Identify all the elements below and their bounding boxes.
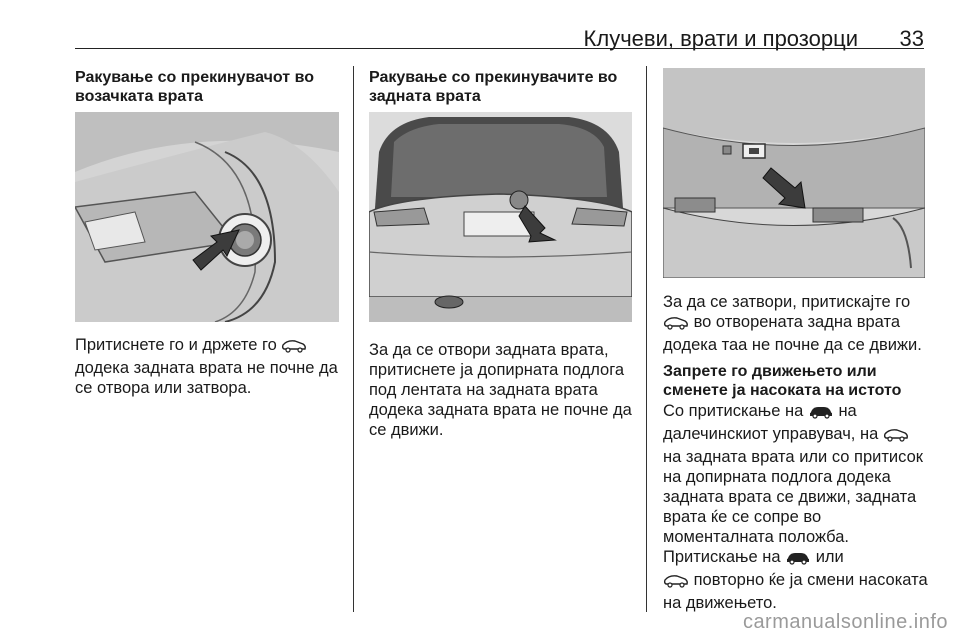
tailgate-icon	[883, 427, 909, 447]
col2-paragraph: За да се отвори задната врата, притиснете ја допирната подлога под лентата на задната врата додека задната врата не почне да се движи.	[369, 341, 632, 439]
chapter-title: Клучеви, врати и прозорци	[583, 26, 858, 51]
tailgate-touchpad-figure	[369, 112, 632, 322]
col1-para-text-a: Притиснете го и држете го	[75, 336, 277, 354]
section-heading-tailgate: Ракување со прекинувачите во задната врата	[369, 69, 618, 105]
driver-door-switch-figure	[75, 112, 339, 322]
header-rule	[75, 48, 924, 49]
tailgate-icon	[663, 315, 689, 335]
section-heading-stop-reverse: Запрете го движењето или сменете ја насоката на истото	[663, 363, 902, 399]
page-header	[75, 26, 924, 50]
col1-para-text-b: додека задната врата не почне да се отвора или затвора.	[75, 359, 338, 397]
car-icon	[808, 404, 834, 424]
col3-para1-text-a: За да се затвори, притискајте го	[663, 293, 911, 311]
col3-para1-text-b: во отворената задна врата додека таа не почне да се движи.	[663, 313, 922, 354]
tailgate-icon	[663, 573, 689, 593]
col1-paragraph	[75, 335, 345, 398]
section-heading-driver-door: Ракување со прекинувачот во возачката врата	[75, 69, 314, 105]
col3-paragraph-1	[663, 292, 928, 355]
col3-para2-text-e: повторно ќе ја смени насоката на движењето.	[663, 571, 928, 612]
col3-paragraph-2	[663, 401, 928, 613]
tailgate-icon	[281, 338, 307, 358]
col3-para2-text-b: на далечинскиот управувач, на	[663, 402, 879, 443]
column-divider	[646, 66, 647, 612]
tailgate-close-button-figure	[663, 68, 925, 278]
col3-para2-text-d: или	[815, 548, 844, 566]
car-icon	[785, 550, 811, 570]
column-divider	[353, 66, 354, 612]
watermark: carmanualsonline.info	[742, 611, 948, 633]
col3-para2-text-c: на задната врата или со притисок на допирната подлога додека задната врата се движи, задната врата ќе се сопре во моменталната положба. Притискање на	[663, 448, 923, 566]
col3-para2-text-a: Со притискање на	[663, 402, 804, 420]
page-number: 33	[899, 26, 924, 51]
